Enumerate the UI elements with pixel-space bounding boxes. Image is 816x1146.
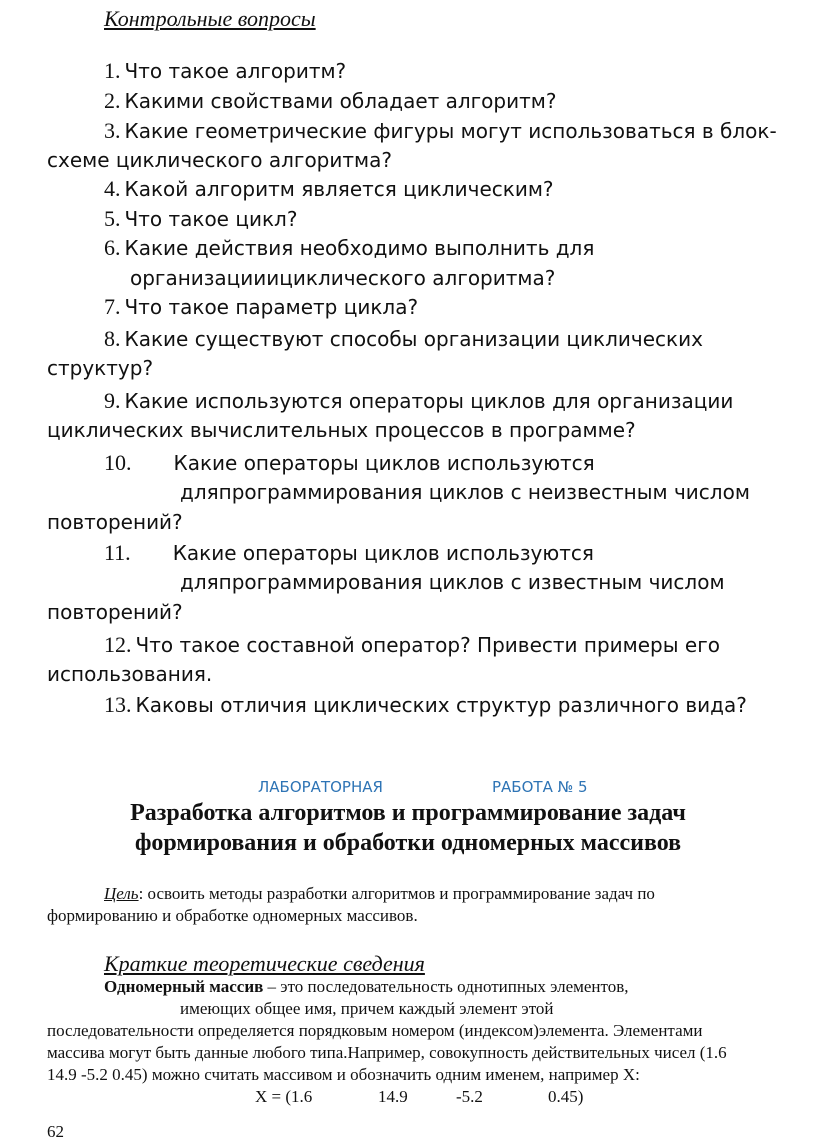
question-text-cont: структур? xyxy=(47,356,154,380)
question-text-cont: организацииициклического алгоритма? xyxy=(130,266,556,290)
question-text: Какие геометрические фигуры могут использоваться в блок- xyxy=(124,119,777,143)
question-number: 5. xyxy=(104,206,121,231)
question-text: Какой алгоритм является циклическим? xyxy=(124,177,554,201)
question-number: 7. xyxy=(104,294,121,319)
question-text-cont: повторений? xyxy=(47,600,183,624)
question-number: 6. xyxy=(104,235,121,260)
question-text: Какие используются операторы циклов для организации xyxy=(124,389,734,413)
question-number: 2. xyxy=(104,88,121,113)
goal-line2: формированию и обработке одномерных массивов. xyxy=(47,906,418,925)
question-text-cont: схеме циклического алгоритма? xyxy=(47,148,392,172)
lab-title-line1: Разработка алгоритмов и программирование задач xyxy=(130,800,686,826)
question-text: Что такое параметр цикла? xyxy=(124,295,419,319)
definition-text: – это последовательность однотипных элементов, xyxy=(263,977,629,996)
question-6 xyxy=(104,235,594,261)
question-7 xyxy=(104,294,418,320)
question-number: 4. xyxy=(104,176,121,201)
question-number: 12. xyxy=(104,632,132,657)
question-text: Что такое цикл? xyxy=(124,207,298,231)
question-text-cont: дляпрограммирования циклов с известным числом xyxy=(180,570,725,594)
question-number: 1. xyxy=(104,58,121,83)
definition-line3: последовательности определяется порядковым номером (индексом)элемента. Элементами xyxy=(47,1021,703,1040)
question-13 xyxy=(104,692,747,718)
question-text-cont: циклических вычислительных процессов в программе? xyxy=(47,418,636,442)
question-number: 11. xyxy=(104,540,131,565)
question-text: Какие существуют способы организации циклических xyxy=(124,327,703,351)
question-5 xyxy=(104,206,297,232)
definition-line2: имеющих общее имя, причем каждый элемент этой xyxy=(180,999,554,1018)
question-number: 9. xyxy=(104,388,121,413)
question-2 xyxy=(104,88,556,114)
lab-number: РАБОТА № 5 xyxy=(492,778,588,796)
page-number: 62 xyxy=(47,1122,64,1141)
question-4 xyxy=(104,176,554,202)
question-text: Какие действия необходимо выполнить для xyxy=(124,236,595,260)
question-text: Какие операторы циклов используются xyxy=(173,451,595,475)
definition-term: Одномерный массив xyxy=(104,977,264,996)
question-11 xyxy=(104,540,594,566)
question-text: Какими свойствами обладает алгоритм? xyxy=(124,89,557,113)
question-text: Что такое алгоритм? xyxy=(124,59,347,83)
question-text-cont: дляпрограммирования циклов с неизвестным числом xyxy=(180,480,750,504)
formula-value: 14.9 xyxy=(378,1087,408,1106)
question-12 xyxy=(104,632,720,658)
question-text: Что такое составной оператор? Привести примеры его xyxy=(135,633,720,657)
question-text: Какие операторы циклов используются xyxy=(172,541,594,565)
lab-title-line2: формирования и обработки одномерных массивов xyxy=(134,830,682,856)
question-3 xyxy=(104,118,777,144)
section-heading: Контрольные вопросы xyxy=(104,6,316,31)
formula-value: 0.45) xyxy=(548,1087,584,1106)
question-1 xyxy=(104,58,346,84)
question-number: 8. xyxy=(104,326,121,351)
question-10 xyxy=(104,450,595,476)
question-number: 13. xyxy=(104,692,132,717)
formula-value: -5.2 xyxy=(456,1087,483,1106)
definition-line4: массива могут быть данные любого типа.Например, совокупность действительных чисел (1.6 xyxy=(47,1043,727,1062)
theory-heading: Краткие теоретические сведения xyxy=(104,951,425,976)
definition-line1 xyxy=(104,977,629,997)
question-8 xyxy=(104,326,703,352)
question-text-cont: использования. xyxy=(47,662,213,686)
lab-label: ЛАБОРАТОРНАЯ xyxy=(258,778,383,796)
question-9 xyxy=(104,388,733,414)
goal-label: Цель xyxy=(104,884,139,903)
goal-text: : освоить методы разработки алгоритмов и программирование задач по xyxy=(138,884,655,903)
question-text-cont: повторений? xyxy=(47,510,183,534)
question-text: Каковы отличия циклических структур различного вида? xyxy=(135,693,747,717)
question-number: 10. xyxy=(104,450,132,475)
question-number: 3. xyxy=(104,118,121,143)
definition-line5: 14.9 -5.2 0.45) можно считать массивом и обозначить одним именем, например X: xyxy=(47,1065,640,1084)
formula-lhs: X = (1.6 xyxy=(255,1087,313,1106)
goal-line1 xyxy=(104,884,801,904)
